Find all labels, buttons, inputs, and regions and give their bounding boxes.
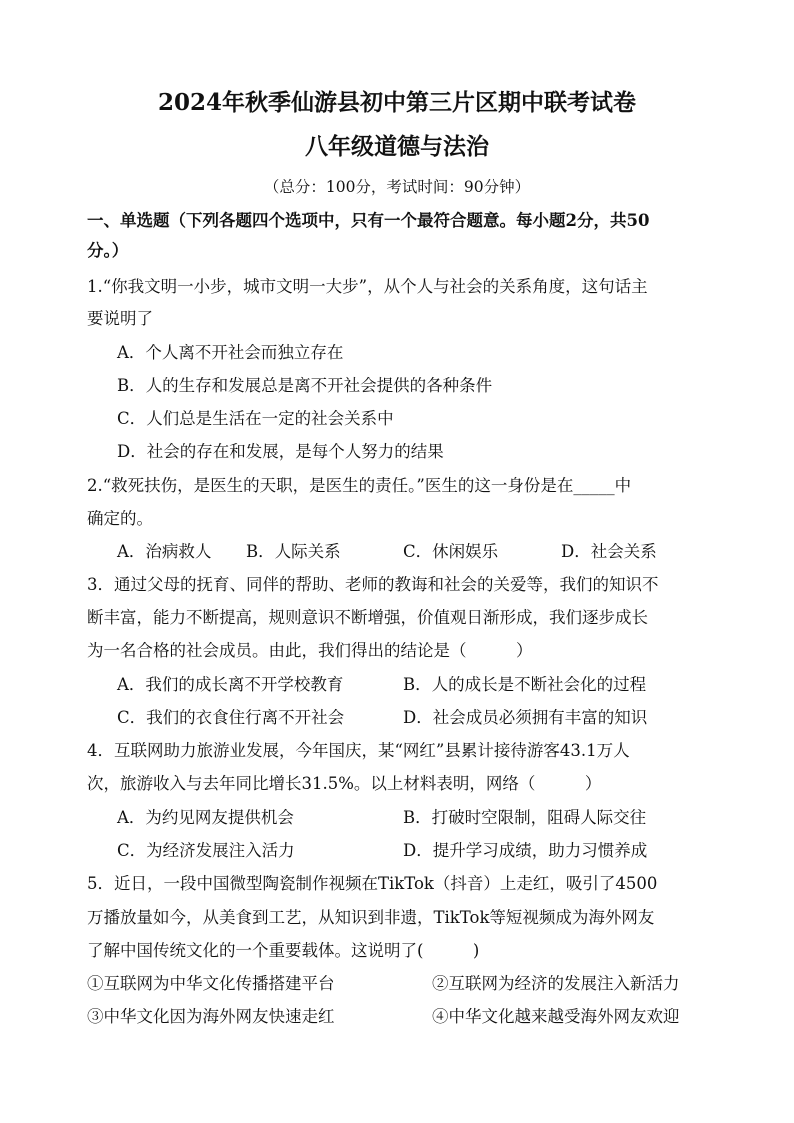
- section-heading-cont: 分。）: [87, 241, 129, 260]
- q1-stem: 1.“你我文明一小步，城市文明一大步”，从个人与社会的关系角度，这句话主: [87, 277, 648, 296]
- q3-stem-cont-1: 断丰富，能力不断提高，规则意识不断增强，价值观日渐形成，我们逐步成长: [87, 608, 648, 627]
- q5-stem-cont-1: 万播放量如今，从美食到工艺，从知识到非遗，TikTok等短视频成为海外网友: [87, 908, 655, 927]
- q4-option-a: A．为约见网友提供机会: [117, 808, 294, 827]
- q3-option-a: A．我们的成长离不开学校教育: [117, 675, 344, 694]
- q3-option-b: B．人的成长是不断社会化的过程: [403, 675, 647, 694]
- q4-option-d: D．提升学习成绩，助力习惯养成: [403, 841, 648, 860]
- q3-option-c: C．我们的衣食住行离不开社会: [117, 708, 345, 727]
- q4-option-c: C．为经济发展注入活力: [117, 841, 295, 860]
- exam-title: 2024年秋季仙游县初中第三片区期中联考试卷: [157, 89, 636, 116]
- q4-stem: 4．互联网助力旅游业发展，今年国庆，某“网红”县累计接待游客43.1万人: [87, 741, 630, 760]
- q1-option-c: C．人们总是生活在一定的社会关系中: [117, 409, 394, 428]
- q5-item-1: ①互联网为中华文化传播搭建平台: [87, 974, 335, 993]
- q5-item-4: ④中华文化越来越受海外网友欢迎: [432, 1007, 680, 1026]
- q1-option-d: D．社会的存在和发展，是每个人努力的结果: [117, 442, 444, 461]
- q2-option-d: D．社会关系: [561, 542, 657, 561]
- q2-option-b: B．人际关系: [246, 542, 341, 561]
- q1-option-b: B．人的生存和发展总是离不开社会提供的各种条件: [117, 376, 493, 395]
- q1-stem-cont: 要说明了: [87, 309, 153, 328]
- q4-option-b: B．打破时空限制，阻碍人际交往: [403, 808, 647, 827]
- q3-stem: 3．通过父母的抚育、同伴的帮助、老师的教诲和社会的关爱等，我们的知识不: [87, 575, 659, 594]
- q2-option-c: C．休闲娱乐: [403, 542, 499, 561]
- q2-stem-cont: 确定的。: [87, 509, 153, 528]
- q3-stem-cont-2: 为一名合格的社会成员。由此，我们得出的结论是（ ）: [87, 641, 533, 660]
- exam-info: （总分：100分，考试时间：90分钟）: [263, 178, 531, 196]
- q3-option-d: D．社会成员必须拥有丰富的知识: [403, 708, 648, 727]
- q5-stem-cont-2: 了解中国传统文化的一个重要载体。这说明了( ): [87, 941, 480, 960]
- q1-option-a: A．个人离不开社会而独立存在: [117, 343, 344, 362]
- q2-option-a: A．治病救人: [117, 542, 212, 561]
- q5-stem: 5．近日，一段中国微型陶瓷制作视频在TikTok（抖音）上走红，吸引了4500: [87, 874, 658, 893]
- q5-item-3: ③中华文化因为海外网友快速走红: [87, 1007, 335, 1026]
- exam-subject: 八年级道德与法治: [305, 133, 489, 160]
- q5-item-2: ②互联网为经济的发展注入新活力: [432, 974, 680, 993]
- q4-stem-cont: 次，旅游收入与去年同比增长31.5%。以上材料表明，网络（ ）: [87, 774, 602, 793]
- q2-stem: 2.“救死扶伤，是医生的天职，是医生的责任。”医生的这一身份是在_____中: [87, 476, 632, 495]
- section-heading: 一、单选题（下列各题四个选项中，只有一个最符合题意。每小题2分，共50: [87, 211, 650, 230]
